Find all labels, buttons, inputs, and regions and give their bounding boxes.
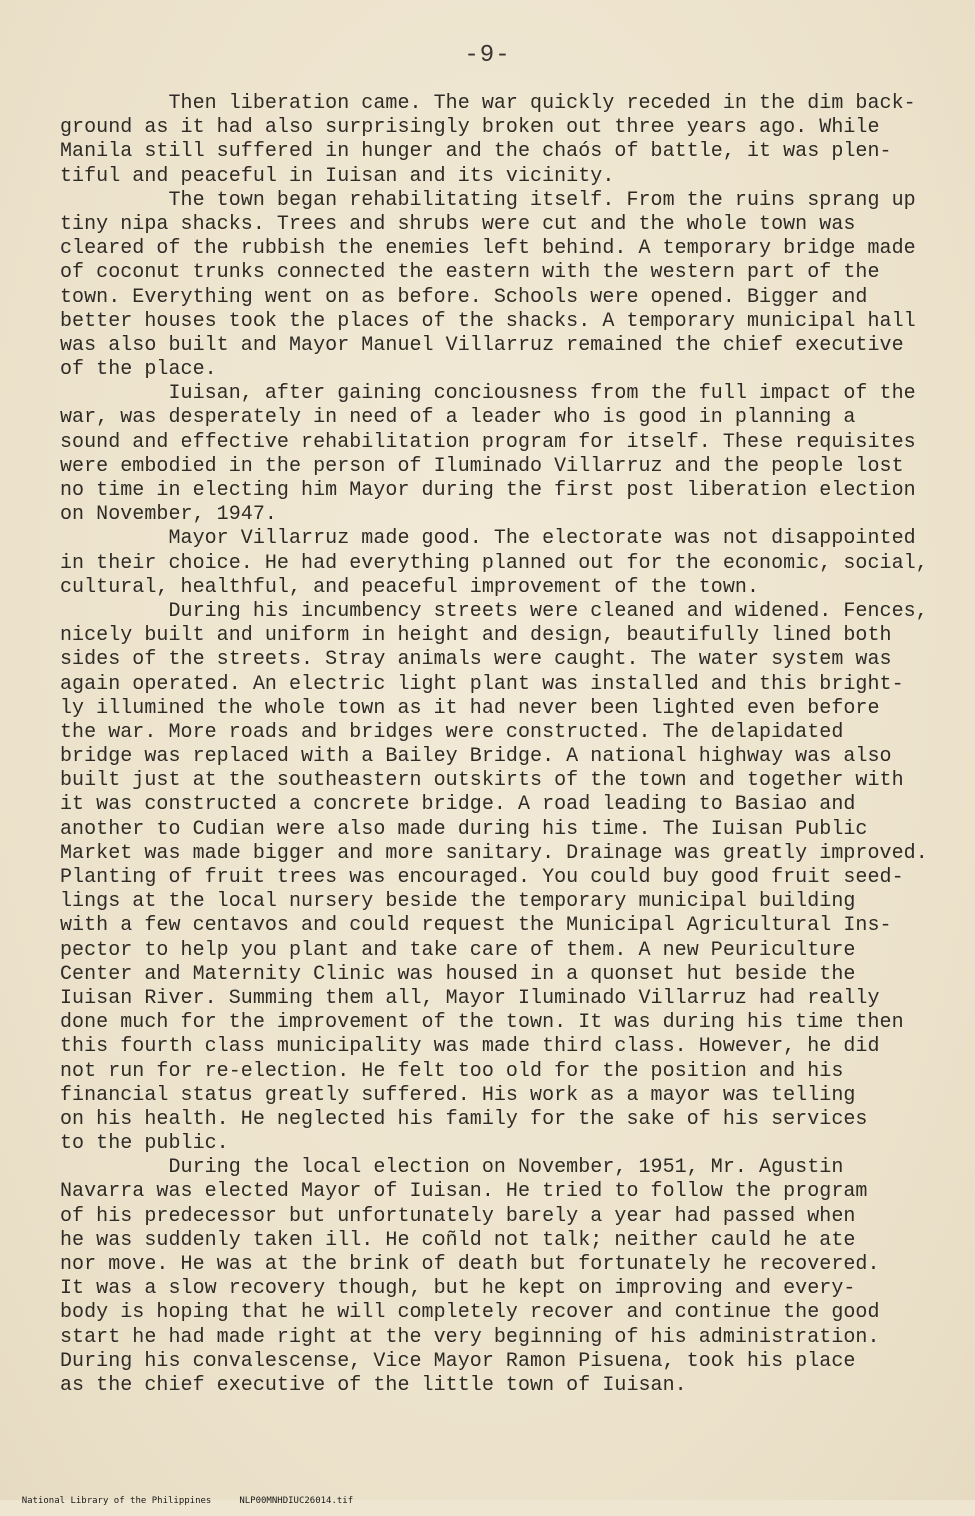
text-line: nicely built and uniform in height and design, beautifully lined both (60, 624, 892, 648)
footer-institution: National Library of the Philippines (21, 1496, 212, 1506)
text-line: he was suddenly taken ill. He coñld not talk; neither cauld he ate (60, 1228, 856, 1252)
text-line: on his health. He neglected his family for the sake of his services (60, 1107, 868, 1131)
text-line: it was constructed a concrete bridge. A road leading to Basiao and (60, 793, 856, 817)
text-line: Mayor Villarruz made good. The electorate was not disappointed (60, 527, 916, 551)
text-line: as the chief executive of the little town of Iuisan. (60, 1373, 687, 1397)
text-line: During his incumbency streets were cleaned and widened. Fences, (60, 599, 928, 623)
text-line: no time in electing him Mayor during the first post liberation election (60, 479, 916, 502)
page-number: -9- (464, 42, 511, 69)
text-line: ly illumined the whole town as it had never been lighted even before (60, 696, 880, 720)
text-line: tiny nipa shacks. Trees and shrubs were cut and the whole town was (60, 212, 856, 236)
text-line: Planting of fruit trees was encouraged. You could buy good fruit seed- (60, 866, 904, 889)
text-line: town. Everything went on as before. Schools were opened. Bigger and (60, 285, 868, 309)
text-line: financial status greatly suffered. His work as a mayor was telling (60, 1083, 856, 1107)
text-line: with a few centavos and could request the Municipal Agricultural Ins- (60, 914, 892, 938)
text-line: nor move. He was at the brink of death but fortunately he recovered. (60, 1253, 880, 1276)
text-line: the war. More roads and bridges were constructed. The delapidated (60, 720, 844, 744)
text-line: body is hoping that he will completely recover and continue the good (60, 1301, 880, 1325)
text-line: Center and Maternity Clinic was housed in a quonset hut beside the (60, 962, 856, 986)
text-line: cleared of the rubbish the enemies left behind. A temporary bridge made (60, 237, 916, 261)
text-line: Market was made bigger and more sanitary. Drainage was greatly improved. (60, 841, 928, 865)
text-line: in their choice. He had everything planned out for the economic, social, (60, 551, 928, 575)
text-line: bridge was replaced with a Bailey Bridge. A national highway was also (60, 745, 892, 769)
text-line: to the public. (60, 1132, 229, 1156)
text-line: The town began rehabilitating itself. From the ruins sprang up (60, 188, 916, 212)
text-line: again operated. An electric light plant was installed and this bright- (60, 672, 904, 696)
footer-filename: NLP00MNHDIUC26014.tif (239, 1496, 354, 1506)
scan-footer (0, 1486, 353, 1516)
text-line: Iuisan River. Summing them all, Mayor Iluminado Villarruz had really (60, 986, 880, 1010)
text-line: war, was desperately in need of a leader who is good in planning a (60, 406, 856, 430)
text-line: of the place. (60, 358, 217, 382)
text-line: better houses took the places of the shacks. A temporary municipal hall (60, 309, 916, 333)
text-line: It was a slow recovery though, but he kept on improving and every- (60, 1277, 856, 1301)
text-line: During his convalescense, Vice Mayor Ramon Pisuena, took his place (60, 1349, 856, 1373)
text-line: start he had made right at the very beginning of his administration. (60, 1325, 880, 1349)
text-line: tiful and peaceful in Iuisan and its vicinity. (60, 164, 615, 188)
body-text (60, 92, 940, 1398)
text-line: of his predecessor but unfortunately barely a year had passed when (60, 1204, 856, 1228)
text-line: another to Cudian were also made during his time. The Iuisan Public (60, 817, 868, 841)
text-line: sound and effective rehabilitation program for itself. These requisites (60, 430, 916, 454)
text-line: was also built and Mayor Manuel Villarruz remained the chief executive (60, 333, 904, 357)
text-line: sides of the streets. Stray animals were caught. The water system was (60, 648, 892, 672)
text-line: not run for re-election. He felt too old for the position and his (60, 1059, 844, 1083)
text-line: During the local election on November, 1951, Mr. Agustin (60, 1156, 844, 1180)
text-line: on November, 1947. (60, 503, 277, 527)
text-line: Iuisan, after gaining conciousness from the full impact of the (60, 382, 916, 406)
text-line: pector to help you plant and take care of them. A new Peuriculture (60, 938, 856, 962)
text-line: built just at the southeastern outskirts of the town and together with (60, 769, 904, 793)
text-line: done much for the improvement of the town. It was during his time then (60, 1011, 904, 1035)
text-line: Navarra was elected Mayor of Iuisan. He tried to follow the program (60, 1180, 868, 1204)
text-line: of coconut trunks connected the eastern with the western part of the (60, 261, 880, 285)
text-line: this fourth class municipality was made third class. However, he did (60, 1035, 880, 1059)
text-line: cultural, healthful, and peaceful improvement of the town. (60, 575, 760, 599)
text-line: Manila still suffered in hunger and the chaós of battle, it was plen- (60, 140, 892, 164)
text-line: were embodied in the person of Iluminado Villarruz and the people lost (60, 454, 904, 478)
text-line: lings at the local nursery beside the temporary municipal building (60, 890, 856, 914)
text-line: Then liberation came. The war quickly receded in the dim back- (60, 92, 916, 115)
text-line: ground as it had also surprisingly broken out three years ago. While (60, 116, 880, 140)
